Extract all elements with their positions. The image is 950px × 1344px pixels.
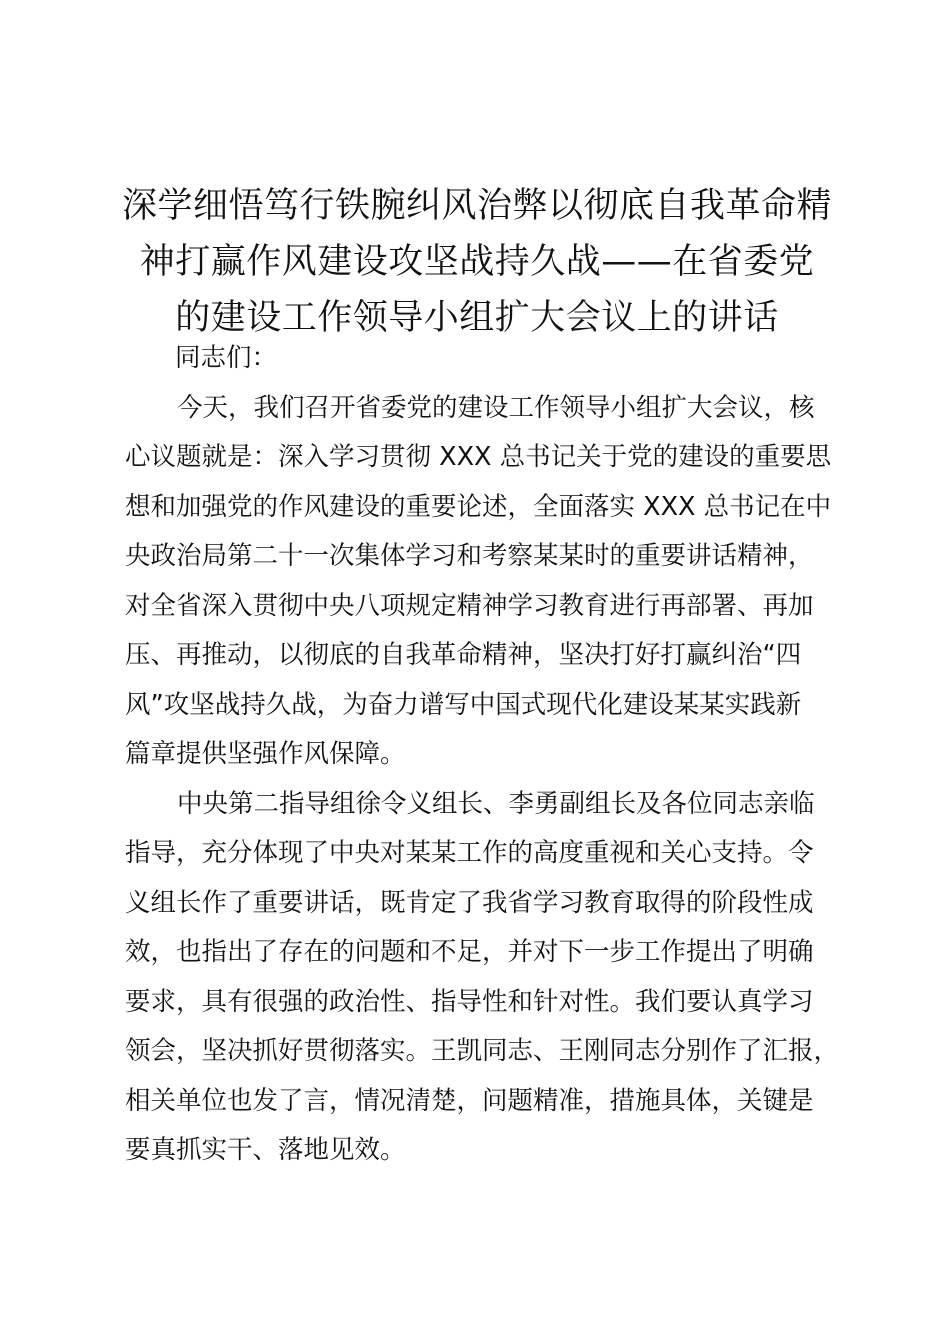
paragraph-line: 心议题就是：深入学习贯彻 XXX 总书记关于党的建设的重要思 — [125, 442, 832, 472]
paragraph-line: 相关单位也发了言，情况清楚，问题精准，措施具体，关键是 — [125, 1085, 814, 1116]
paragraph-line: 对全省深入贯彻中央八项规定精神学习教育进行再部署、再加 — [125, 590, 814, 621]
paragraph-line: 义组长作了重要讲话，既肯定了我省学习教育取得的阶段性成 — [125, 887, 814, 918]
salutation: 同志们： — [175, 343, 278, 373]
paragraph — [125, 384, 833, 780]
paragraph — [125, 780, 840, 1176]
document-body — [125, 334, 840, 1176]
paragraph-line: 效，也指出了存在的问题和不足，并对下一步工作提出了明确 — [125, 937, 814, 967]
paragraph-line: 领会，坚决抓好贯彻落实。王凯同志、王刚同志分别作了汇报， — [125, 1036, 840, 1066]
title-line: 神打赢作风建设攻坚战持久战——在省委党 — [139, 242, 815, 282]
paragraph-line: 中央第二指导组徐令义组长、李勇副组长及各位同志亲临 — [177, 788, 815, 819]
paragraph-line: 压、再推动，以彻底的自我革命精神，坚决打好打赢纠治“四 — [125, 640, 802, 670]
document-title — [120, 178, 834, 346]
title-line: 深学细悟笃行铁腕纠风治弊以彻底自我革命精 — [121, 186, 832, 226]
paragraph-line: 指导，充分体现了中央对某某工作的高度重视和关心支持。令 — [125, 838, 814, 868]
paragraph-line: 要求，具有很强的政治性、指导性和针对性。我们要认真学习 — [125, 986, 814, 1017]
paragraph-line: 要真抓实干、落地见效。 — [125, 1135, 406, 1165]
paragraph-line: 央政治局第二十一次集体学习和考察某某时的重要讲话精神， — [125, 541, 814, 571]
paragraph-line: 篇章提供坚强作风保障。 — [125, 739, 406, 769]
paragraph-line: 今天，我们召开省委党的建设工作领导小组扩大会议，核 — [177, 392, 815, 423]
title-line: 的建设工作领导小组扩大会议上的讲话 — [175, 298, 779, 338]
paragraph-line: 风”攻坚战持久战，为奋力谱写中国式现代化建设某某实践新 — [125, 689, 802, 720]
paragraph-line: 想和加强党的作风建设的重要论述，全面落实 XXX 总书记在中 — [125, 491, 832, 522]
